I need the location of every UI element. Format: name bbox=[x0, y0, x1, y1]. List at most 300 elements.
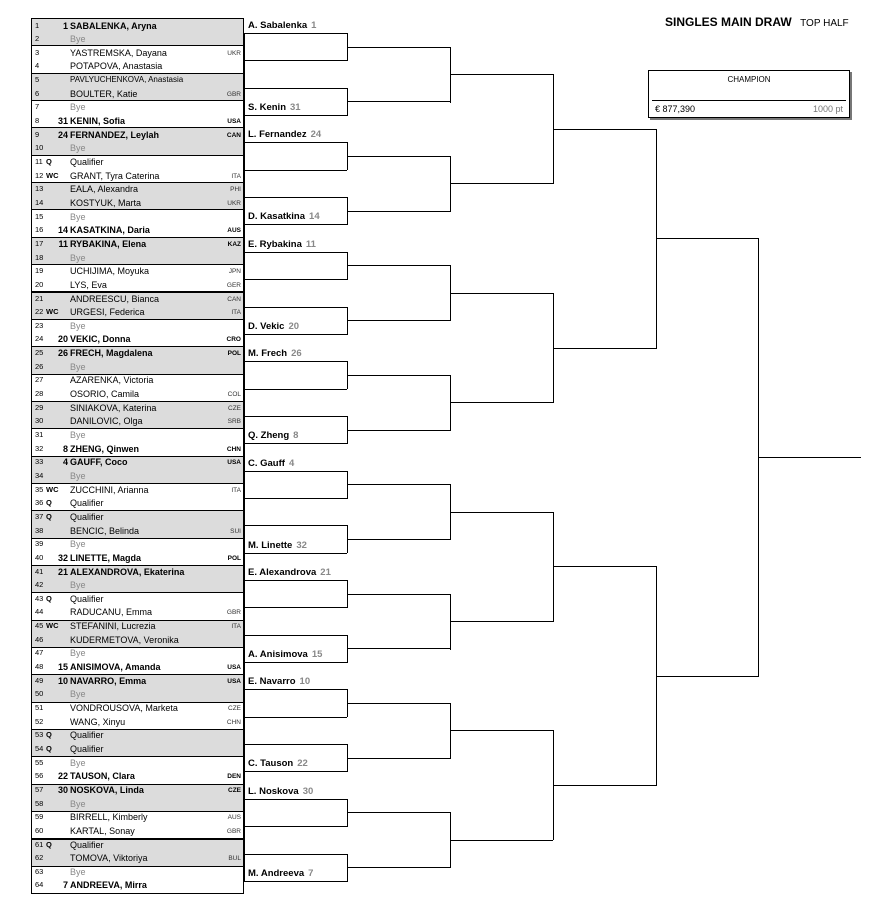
draw-entry bbox=[31, 811, 244, 823]
bracket-line bbox=[244, 580, 347, 581]
draw-position: 13 bbox=[35, 184, 44, 194]
bracket-line bbox=[347, 758, 450, 759]
country-code: GBR bbox=[226, 90, 241, 98]
draw-position: 63 bbox=[35, 866, 44, 876]
entry-tag: WC bbox=[46, 484, 59, 494]
draw-entry bbox=[31, 456, 244, 468]
player-name: POTAPOVA, Anastasia bbox=[70, 61, 163, 72]
draw-position: 33 bbox=[35, 457, 44, 467]
country-code: ITA bbox=[231, 623, 241, 631]
draw-entry bbox=[31, 770, 244, 782]
player-name: Bye bbox=[70, 102, 86, 113]
bracket-line bbox=[244, 33, 347, 34]
bracket-line bbox=[244, 881, 347, 882]
bracket-line bbox=[244, 252, 347, 253]
draw-position: 20 bbox=[35, 279, 44, 289]
draw-entry bbox=[31, 306, 244, 318]
draw-position: 61 bbox=[35, 839, 44, 849]
entry-tag: Q bbox=[46, 511, 52, 521]
draw-entry bbox=[31, 224, 244, 236]
draw-entry bbox=[31, 784, 244, 796]
player-name: ALEXANDROVA, Ekaterina bbox=[70, 566, 185, 577]
country-code: CHN bbox=[226, 718, 241, 726]
draw-entry bbox=[31, 538, 244, 550]
seed-number: 15 bbox=[57, 662, 68, 673]
bracket-line bbox=[347, 88, 348, 116]
draw-position: 60 bbox=[35, 825, 44, 835]
draw-position: 10 bbox=[35, 143, 44, 153]
draw-position: 52 bbox=[35, 716, 44, 726]
player-name: DANILOVIC, Olga bbox=[70, 416, 143, 427]
draw-position: 57 bbox=[35, 784, 44, 794]
bracket-line bbox=[450, 375, 451, 431]
bracket-line bbox=[450, 293, 553, 294]
draw-position: 55 bbox=[35, 757, 44, 767]
second-round-player bbox=[248, 868, 313, 879]
draw-entry bbox=[31, 170, 244, 182]
bracket-line bbox=[244, 662, 347, 663]
bracket-line bbox=[450, 730, 553, 731]
draw-entry bbox=[31, 129, 244, 141]
bracket-line bbox=[553, 785, 656, 786]
seed-number: 10 bbox=[57, 675, 68, 686]
bracket-line bbox=[244, 279, 347, 280]
player-name: PAVLYUCHENKOVA, Anastasia bbox=[70, 75, 184, 85]
bracket-line bbox=[244, 142, 347, 143]
draw-position: 4 bbox=[35, 61, 40, 71]
second-round-player bbox=[248, 348, 302, 359]
second-round-player bbox=[248, 129, 321, 140]
second-round-seed: 26 bbox=[291, 348, 302, 360]
player-name: FRECH, Magdalena bbox=[70, 348, 153, 359]
draw-entry bbox=[31, 88, 244, 100]
player-name: Qualifier bbox=[70, 839, 104, 850]
country-code: POL bbox=[227, 350, 241, 358]
draw-position: 51 bbox=[35, 703, 44, 712]
second-round-player bbox=[248, 321, 299, 332]
bracket-line bbox=[758, 457, 861, 458]
draw-header bbox=[665, 13, 849, 31]
draw-entry bbox=[31, 716, 244, 728]
entry-tag: WC bbox=[46, 621, 59, 631]
bracket-line bbox=[347, 648, 450, 649]
draw-entry bbox=[31, 866, 244, 878]
seed-number: 20 bbox=[57, 334, 68, 345]
second-round-seed: 21 bbox=[320, 567, 331, 578]
second-round-seed: 14 bbox=[309, 211, 320, 223]
bracket-line bbox=[347, 430, 450, 431]
country-code: AUS bbox=[227, 814, 241, 822]
draw-entry bbox=[31, 429, 244, 441]
player-name: LYS, Eva bbox=[70, 279, 107, 290]
draw-entry bbox=[31, 388, 244, 400]
bracket-line bbox=[450, 594, 451, 650]
player-name: Qualifier bbox=[70, 730, 104, 741]
draw-position: 32 bbox=[35, 443, 44, 453]
second-round-player bbox=[248, 567, 331, 578]
draw-position: 35 bbox=[35, 484, 44, 494]
draw-entry bbox=[31, 634, 244, 646]
player-name: YASTREMSKA, Dayana bbox=[70, 47, 167, 58]
draw-entry bbox=[31, 238, 244, 250]
draw-position: 30 bbox=[35, 416, 44, 426]
draw-entry bbox=[31, 566, 244, 578]
draw-entry bbox=[31, 443, 244, 455]
second-round-seed: 32 bbox=[296, 539, 307, 551]
bracket-line bbox=[656, 238, 758, 239]
player-name: Qualifier bbox=[70, 511, 104, 522]
seed-number: 31 bbox=[57, 116, 68, 127]
draw-entry bbox=[31, 497, 244, 509]
second-round-seed: 11 bbox=[305, 238, 316, 250]
draw-position: 17 bbox=[35, 238, 44, 248]
country-code: JPN bbox=[228, 268, 241, 276]
bracket-line bbox=[244, 389, 347, 390]
second-round-name: C. Gauff bbox=[248, 457, 285, 469]
player-name: VONDROUSOVA, Marketa bbox=[70, 703, 178, 713]
bracket-line bbox=[450, 402, 553, 403]
player-name: NAVARRO, Emma bbox=[70, 675, 147, 686]
draw-position: 56 bbox=[35, 771, 44, 781]
player-name: GRANT, Tyra Caterina bbox=[70, 170, 160, 181]
bracket-line bbox=[244, 224, 347, 225]
bracket-line bbox=[244, 635, 347, 636]
draw-position: 43 bbox=[35, 593, 44, 603]
seed-number: 26 bbox=[57, 348, 68, 359]
bracket-line bbox=[244, 88, 347, 89]
player-name: FERNANDEZ, Leylah bbox=[70, 129, 160, 140]
second-round-name: S. Kenin bbox=[248, 102, 287, 114]
second-round-seed: 20 bbox=[288, 320, 300, 332]
draw-entry bbox=[31, 484, 244, 496]
draw-entry bbox=[31, 552, 244, 564]
champion-divider bbox=[652, 100, 846, 101]
draw-entry bbox=[31, 60, 244, 72]
draw-position: 27 bbox=[35, 375, 44, 385]
country-code: UKR bbox=[227, 199, 241, 207]
entry-tag: Q bbox=[46, 730, 52, 740]
bracket-line bbox=[553, 129, 656, 130]
draw-entry bbox=[31, 279, 244, 291]
draw-entry bbox=[31, 197, 244, 209]
country-code: UKR bbox=[227, 49, 241, 57]
second-round-seed: 30 bbox=[302, 785, 314, 797]
bracket-line bbox=[347, 211, 450, 212]
draw-entry bbox=[31, 702, 244, 714]
country-code: SRB bbox=[227, 418, 241, 426]
bracket-line bbox=[244, 443, 347, 444]
player-name: SINIAKOVA, Katerina bbox=[70, 402, 157, 413]
bracket-line bbox=[450, 621, 553, 622]
second-round-seed: 4 bbox=[288, 457, 295, 469]
draw-entry bbox=[31, 320, 244, 332]
player-name: Bye bbox=[70, 430, 86, 440]
player-name: Bye bbox=[70, 211, 86, 222]
player-name: LINETTE, Magda bbox=[70, 552, 142, 563]
player-name: Bye bbox=[70, 648, 86, 659]
entry-tag: Q bbox=[46, 157, 52, 166]
draw-entry bbox=[31, 33, 244, 45]
draw-position: 58 bbox=[35, 798, 44, 808]
draw-position: 24 bbox=[35, 334, 44, 344]
bracket-line bbox=[244, 33, 245, 882]
country-code: GBR bbox=[226, 609, 241, 617]
draw-position: 14 bbox=[35, 197, 44, 207]
draw-position: 37 bbox=[35, 511, 44, 521]
second-round-name: M. Andreeva bbox=[248, 867, 305, 879]
country-code: CAN bbox=[226, 131, 241, 139]
bracket-line bbox=[347, 47, 450, 48]
country-code: CZE bbox=[228, 404, 241, 412]
draw-position: 15 bbox=[35, 211, 44, 221]
draw-position: 39 bbox=[35, 539, 44, 549]
player-name: KENIN, Sofia bbox=[70, 116, 126, 127]
player-name: Bye bbox=[70, 580, 86, 591]
draw-entry bbox=[31, 415, 244, 427]
draw-position: 42 bbox=[35, 580, 44, 590]
country-code: ITA bbox=[231, 172, 241, 180]
player-name: Bye bbox=[70, 143, 86, 154]
player-name: KUDERMETOVA, Veronika bbox=[70, 634, 179, 645]
draw-position: 40 bbox=[35, 552, 44, 562]
bracket-line bbox=[244, 416, 347, 417]
bracket-line bbox=[244, 799, 347, 800]
country-code: COL bbox=[227, 391, 241, 399]
player-name: ZUCCHINI, Arianna bbox=[70, 484, 149, 495]
player-name: URGESI, Federica bbox=[70, 307, 145, 318]
country-code: BUL bbox=[228, 855, 241, 863]
bracket-line bbox=[347, 703, 450, 704]
bracket-line bbox=[450, 183, 553, 184]
seed-number: 14 bbox=[57, 225, 68, 236]
second-round-player bbox=[248, 676, 310, 687]
bracket-line bbox=[244, 307, 347, 308]
draw-entry bbox=[31, 20, 244, 32]
seed-number: 1 bbox=[62, 20, 68, 31]
second-round-name: M. Linette bbox=[248, 539, 293, 551]
seed-number: 22 bbox=[57, 771, 68, 782]
bracket-line bbox=[450, 74, 553, 75]
player-name: Qualifier bbox=[70, 498, 104, 509]
player-name: BOULTER, Katie bbox=[70, 88, 138, 99]
bracket-line bbox=[244, 553, 347, 554]
bracket-line bbox=[347, 812, 450, 813]
bracket-line bbox=[347, 252, 348, 280]
draw-entry bbox=[31, 579, 244, 591]
bracket-line bbox=[244, 498, 347, 499]
player-name: Qualifier bbox=[70, 593, 104, 604]
draw-entry bbox=[31, 729, 244, 741]
draw-entry bbox=[31, 525, 244, 537]
second-round-player bbox=[248, 239, 316, 250]
bracket-line bbox=[347, 635, 348, 663]
country-code: CZE bbox=[228, 786, 241, 794]
bracket-line bbox=[244, 689, 347, 690]
player-name: Bye bbox=[70, 689, 86, 700]
draw-position: 5 bbox=[35, 75, 40, 85]
draw-entry bbox=[31, 647, 244, 659]
entry-tag: Q bbox=[46, 498, 52, 508]
player-name: Bye bbox=[70, 798, 86, 809]
seed-number: 8 bbox=[62, 443, 68, 454]
second-round-name: L. Noskova bbox=[248, 785, 299, 797]
player-name: WANG, Xinyu bbox=[70, 716, 126, 727]
champion-points: 1000 pt bbox=[812, 104, 843, 114]
bracket-line bbox=[656, 676, 758, 677]
player-name: EALA, Alexandra bbox=[70, 184, 139, 195]
player-name: ANISIMOVA, Amanda bbox=[70, 662, 161, 673]
draw-entry bbox=[31, 252, 244, 264]
country-code: USA bbox=[227, 664, 241, 672]
player-name: Bye bbox=[70, 320, 86, 331]
player-name: ANDREEVA, Mirra bbox=[70, 880, 147, 891]
draw-position: 38 bbox=[35, 525, 44, 535]
second-round-player bbox=[248, 758, 308, 769]
player-name: KARTAL, Sonay bbox=[70, 825, 135, 836]
bracket-line bbox=[244, 525, 347, 526]
player-name: Bye bbox=[70, 539, 86, 550]
country-code: KAZ bbox=[227, 240, 241, 248]
country-code: PHI bbox=[230, 186, 241, 194]
draw-entry bbox=[31, 293, 244, 305]
bracket-line bbox=[553, 566, 656, 567]
bracket-line bbox=[450, 47, 451, 103]
bracket-line bbox=[347, 375, 450, 376]
country-code: CRO bbox=[226, 336, 241, 344]
bracket-line bbox=[347, 539, 450, 540]
draw-entry bbox=[31, 675, 244, 687]
country-code: USA bbox=[227, 677, 241, 685]
second-round-name: D. Kasatkina bbox=[248, 211, 306, 223]
draw-position: 2 bbox=[35, 34, 40, 44]
country-code: SUI bbox=[230, 527, 241, 535]
player-name: TAUSON, Clara bbox=[70, 771, 135, 782]
draw-position: 3 bbox=[35, 47, 40, 57]
second-round-player bbox=[248, 20, 316, 31]
entry-tag: Q bbox=[46, 839, 52, 849]
bracket-line bbox=[450, 703, 451, 759]
champion-box bbox=[648, 70, 850, 118]
bracket-line bbox=[244, 717, 347, 718]
second-round-name: A. Sabalenka bbox=[248, 20, 308, 31]
draw-entry bbox=[31, 743, 244, 755]
player-name: ANDREESCU, Bianca bbox=[70, 293, 160, 304]
second-round-player bbox=[248, 649, 322, 660]
bracket-line bbox=[347, 307, 348, 335]
draw-position: 36 bbox=[35, 498, 44, 508]
draw-entry bbox=[31, 620, 244, 632]
draw-entry bbox=[31, 374, 244, 386]
draw-entry bbox=[31, 142, 244, 154]
draw-position: 11 bbox=[35, 157, 43, 166]
player-name: SABALENKA, Aryna bbox=[70, 20, 157, 31]
seed-number: 21 bbox=[57, 566, 68, 577]
entry-tag: WC bbox=[46, 307, 59, 317]
second-round-player bbox=[248, 102, 301, 113]
second-round-player bbox=[248, 430, 298, 441]
draw-entry bbox=[31, 593, 244, 605]
player-name: TOMOVA, Viktoriya bbox=[70, 853, 148, 864]
draw-position: 21 bbox=[35, 293, 44, 303]
draw-position: 62 bbox=[35, 853, 44, 863]
draw-position: 19 bbox=[35, 266, 44, 276]
bracket-line bbox=[450, 840, 553, 841]
draw-position: 29 bbox=[35, 402, 44, 412]
bracket-line bbox=[553, 512, 554, 622]
bracket-line bbox=[244, 771, 347, 772]
bracket-line bbox=[347, 156, 450, 157]
draw-entry bbox=[31, 101, 244, 113]
second-round-seed: 1 bbox=[311, 20, 317, 31]
draw-position: 59 bbox=[35, 812, 44, 822]
bracket-line bbox=[244, 361, 347, 362]
draw-entry bbox=[31, 115, 244, 127]
country-code: USA bbox=[227, 118, 241, 126]
draw-entry bbox=[31, 661, 244, 673]
draw-position: 28 bbox=[35, 389, 44, 399]
draw-entry bbox=[31, 265, 244, 277]
entry-tag: WC bbox=[46, 170, 59, 180]
draw-position: 34 bbox=[35, 470, 44, 480]
draw-position: 64 bbox=[35, 880, 44, 890]
country-code: GER bbox=[226, 281, 241, 289]
seed-number: 32 bbox=[57, 552, 68, 563]
bracket-line bbox=[244, 170, 347, 171]
player-name: KASATKINA, Daria bbox=[70, 225, 150, 236]
player-name: KOSTYUK, Marta bbox=[70, 197, 142, 208]
bracket-line bbox=[347, 471, 348, 499]
player-name: Bye bbox=[70, 361, 86, 372]
draw-subtitle: TOP HALF bbox=[800, 18, 849, 29]
bracket-line bbox=[347, 854, 348, 882]
country-code: AUS bbox=[227, 227, 241, 235]
draw-entry bbox=[31, 402, 244, 414]
player-name: OSORIO, Camila bbox=[70, 389, 140, 400]
country-code: CAN bbox=[227, 295, 241, 303]
bracket-line bbox=[244, 115, 347, 116]
draw-entry bbox=[31, 470, 244, 482]
country-code: CZE bbox=[228, 705, 241, 712]
player-name: RADUCANU, Emma bbox=[70, 607, 153, 618]
second-round-name: D. Vekic bbox=[248, 320, 285, 332]
country-code: USA bbox=[227, 459, 241, 467]
player-name: RYBAKINA, Elena bbox=[70, 238, 147, 249]
draw-position: 18 bbox=[35, 252, 44, 262]
draw-position: 50 bbox=[35, 689, 44, 699]
draw-entry bbox=[31, 825, 244, 837]
draw-entry bbox=[31, 757, 244, 769]
bracket-line bbox=[347, 320, 450, 321]
bracket-line bbox=[347, 484, 450, 485]
draw-position: 8 bbox=[35, 116, 40, 126]
second-round-name: E. Navarro bbox=[248, 676, 296, 688]
second-round-name: E. Alexandrova bbox=[248, 567, 317, 578]
bracket-line bbox=[347, 265, 450, 266]
seed-number: 30 bbox=[57, 784, 68, 795]
entry-tag: Q bbox=[46, 743, 52, 753]
country-code: POL bbox=[227, 554, 241, 562]
entry-tag: Q bbox=[46, 593, 52, 603]
second-round-name: Q. Zheng bbox=[248, 430, 290, 442]
second-round-name: A. Anisimova bbox=[248, 649, 308, 661]
bracket-line bbox=[244, 607, 347, 608]
second-round-seed: 15 bbox=[311, 649, 323, 661]
player-name: Qualifier bbox=[70, 157, 104, 167]
second-round-player bbox=[248, 786, 313, 797]
draw-position: 44 bbox=[35, 607, 44, 617]
player-name: ZHENG, Qinwen bbox=[70, 443, 140, 454]
seed-number: 7 bbox=[62, 880, 68, 891]
